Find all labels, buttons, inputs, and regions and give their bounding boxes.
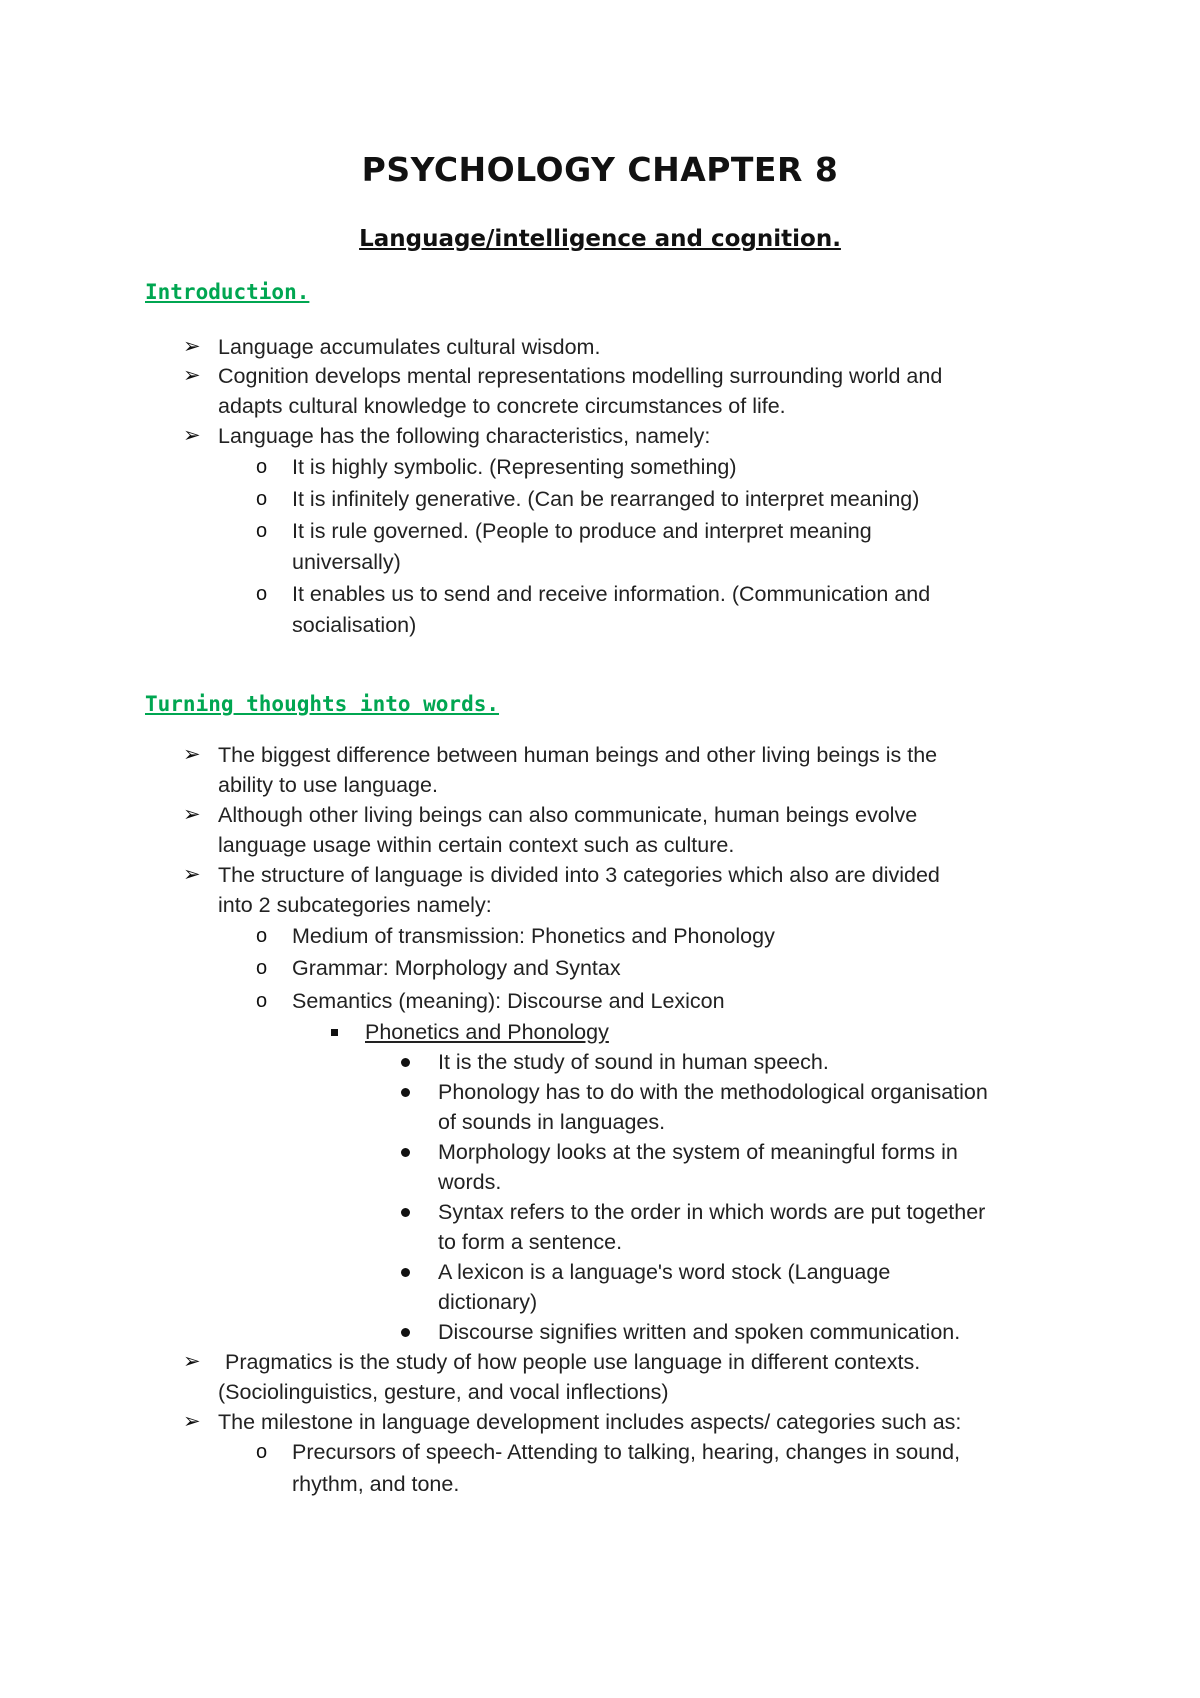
page-subtitle: Language/intelligence and cognition. [359,226,841,252]
arrow-bullet-icon: ➢ [183,1350,201,1373]
list-item: Although other living beings can also communicate, human beings evolve [218,803,918,827]
circle-bullet-icon: o [256,456,268,478]
circle-bullet-icon: o [256,957,268,979]
sub-sub-list-item: Phonetics and Phonology [365,1020,609,1044]
arrow-bullet-icon: ➢ [183,743,201,766]
sub-list-item-continuation: socialisation) [292,613,417,637]
dot-bullet-icon [401,1208,410,1217]
sub-list-item: Precursors of speech- Attending to talking, hearing, changes in sound, [292,1440,961,1464]
detail-item: Syntax refers to the order in which words are put together [438,1200,986,1224]
detail-item-continuation: to form a sentence. [438,1230,623,1254]
sub-list-item: Grammar: Morphology and Syntax [292,956,621,980]
detail-item: Discourse signifies written and spoken communication. [438,1320,961,1344]
list-item-continuation: language usage within certain context such as culture. [218,833,735,857]
list-item: Pragmatics is the study of how people use language in different contexts. [225,1350,921,1374]
dot-bullet-icon [401,1088,410,1097]
circle-bullet-icon: o [256,990,268,1012]
circle-bullet-icon: o [256,488,268,510]
section-heading-introduction: Introduction. [145,280,310,304]
section-heading-turning-thoughts: Turning thoughts into words. [145,692,500,716]
detail-item-continuation: words. [438,1170,502,1194]
circle-bullet-icon: o [256,583,268,605]
list-item: Cognition develops mental representations modelling surrounding world and [218,364,943,388]
list-item-continuation: (Sociolinguistics, gesture, and vocal inflections) [218,1380,669,1404]
sub-list-item: It is rule governed. (People to produce and interpret meaning [292,519,872,543]
detail-item: Phonology has to do with the methodological organisation [438,1080,988,1104]
sub-list-item: It enables us to send and receive information. (Communication and [292,582,931,606]
dot-bullet-icon [401,1328,410,1337]
arrow-bullet-icon: ➢ [183,424,201,447]
detail-item-continuation: dictionary) [438,1290,538,1314]
circle-bullet-icon: o [256,925,268,947]
list-item: The biggest difference between human beings and other living beings is the [218,743,938,767]
circle-bullet-icon: o [256,1441,268,1463]
sub-list-item: Semantics (meaning): Discourse and Lexicon [292,989,725,1013]
sub-list-item-continuation: universally) [292,550,401,574]
list-item: Language has the following characteristics, namely: [218,424,711,448]
arrow-bullet-icon: ➢ [183,364,201,387]
detail-item-continuation: of sounds in languages. [438,1110,666,1134]
arrow-bullet-icon: ➢ [183,803,201,826]
detail-item: It is the study of sound in human speech. [438,1050,829,1074]
detail-item: Morphology looks at the system of meaningful forms in [438,1140,958,1164]
list-item: Language accumulates cultural wisdom. [218,335,601,359]
list-item: The structure of language is divided into 3 categories which also are divided [218,863,940,887]
dot-bullet-icon [401,1058,410,1067]
list-item-continuation: adapts cultural knowledge to concrete circumstances of life. [218,394,786,418]
detail-item: A lexicon is a language's word stock (Language [438,1260,891,1284]
dot-bullet-icon [401,1148,410,1157]
list-item: The milestone in language development includes aspects/ categories such as: [218,1410,962,1434]
sub-list-item: It is highly symbolic. (Representing something) [292,455,737,479]
arrow-bullet-icon: ➢ [183,863,201,886]
arrow-bullet-icon: ➢ [183,1410,201,1433]
sub-list-item-continuation: rhythm, and tone. [292,1472,460,1496]
list-item-continuation: ability to use language. [218,773,438,797]
dot-bullet-icon [401,1268,410,1277]
arrow-bullet-icon: ➢ [183,335,201,358]
list-item-continuation: into 2 subcategories namely: [218,893,492,917]
sub-list-item: Medium of transmission: Phonetics and Phonology [292,924,775,948]
square-bullet-icon [331,1029,338,1036]
circle-bullet-icon: o [256,520,268,542]
page-title: PSYCHOLOGY CHAPTER 8 [361,150,839,189]
sub-list-item: It is infinitely generative. (Can be rearranged to interpret meaning) [292,487,920,511]
